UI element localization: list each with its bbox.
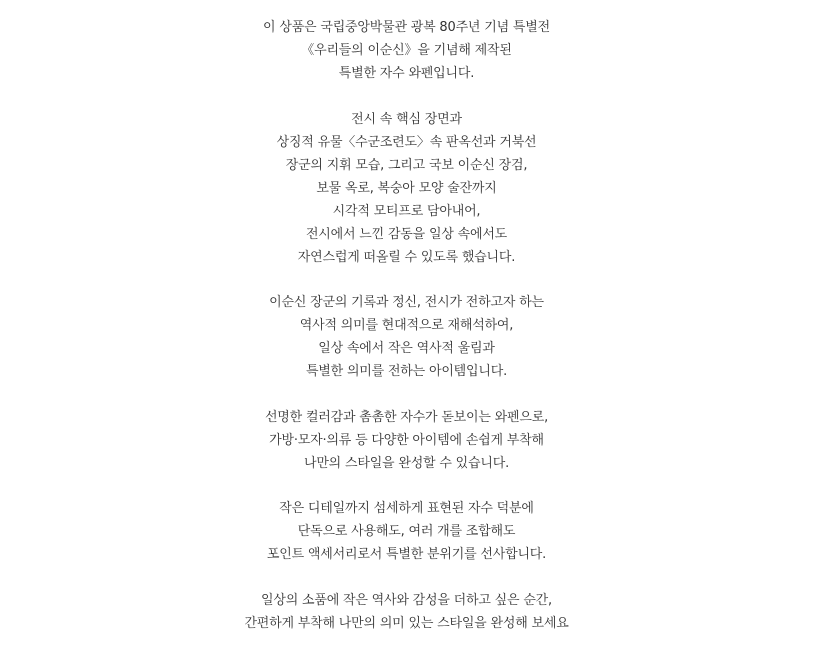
paragraph-motifs (0, 108, 813, 269)
text-line: 단독으로 사용해도, 여러 개를 조합해도 (297, 524, 516, 539)
text-line: 선명한 컬러감과 촘촘한 자수가 돋보이는 와펜으로, (264, 409, 549, 425)
text-line: 이순신 장군의 기록과 정신, 전시가 전하고자 하는 (269, 295, 544, 310)
text-line: 이 상품은 국립중앙박물관 광복 80주년 기념 특별전 (263, 20, 550, 35)
text-line: 가방·모자·의류 등 다양한 아이템에 손쉽게 부착해 (269, 432, 544, 448)
text-line: 역사적 의미를 현대적으로 재해석하여, (299, 318, 514, 333)
product-description (0, 16, 813, 657)
paragraph-closing (0, 589, 813, 635)
text-line: 나만의 스타일을 완성할 수 있습니다. (303, 455, 510, 471)
text-line: 전시에서 느낀 감동을 일상 속에서도 (305, 226, 508, 242)
text-line: 간편하게 부착해 나만의 의미 있는 스타일을 완성해 보세요 (244, 615, 569, 631)
text-line: 시각적 모티프로 담아내어, (332, 203, 481, 219)
paragraph-usage (0, 406, 813, 475)
text-line: 장군의 지휘 모습, 그리고 국보 이순신 장검, (285, 157, 528, 173)
paragraph-intro (0, 16, 813, 85)
text-line: 일상 속에서 작은 역사적 울림과 (318, 341, 495, 356)
text-line: 《우리들의 이순신》을 기념해 제작된 (301, 43, 512, 58)
text-line: 일상의 소품에 작은 역사와 감성을 더하고 싶은 순간, (261, 592, 552, 608)
paragraph-meaning (0, 291, 813, 383)
text-line: 특별한 의미를 전하는 아이템입니다. (305, 364, 508, 379)
text-line: 특별한 자수 와펜입니다. (338, 66, 475, 81)
text-line: 전시 속 핵심 장면과 (351, 111, 462, 127)
text-line: 보물 옥로, 복숭아 모양 술잔까지 (316, 180, 497, 196)
text-line: 자연스럽게 떠올릴 수 있도록 했습니다. (297, 249, 516, 265)
paragraph-detail (0, 497, 813, 566)
text-line: 포인트 액세서리로서 특별한 분위기를 선사합니다. (266, 547, 547, 562)
text-line: 작은 디테일까지 섬세하게 표현된 자수 덕분에 (279, 501, 534, 516)
text-line: 상징적 유물〈수군조련도〉속 판옥선과 거북선 (276, 134, 537, 150)
